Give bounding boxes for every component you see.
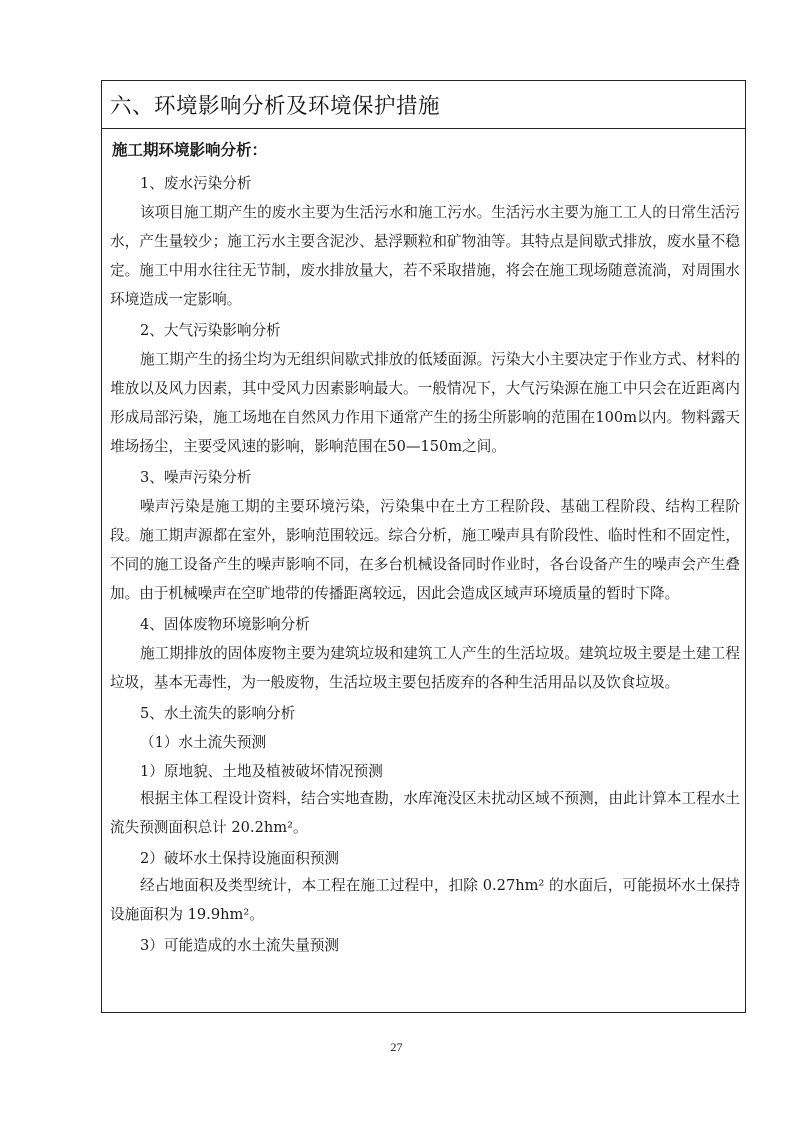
content-frame — [101, 80, 746, 1013]
paragraph-facility-damage: 经占地面积及类型统计，本工程在施工过程中，扣除 0.27hm² 的水面后，可能损坏水土保持设施面积为 19.9hm²。 — [110, 877, 740, 923]
paragraph-solid-waste: 施工期排放的固体废物主要为建筑垃圾和建筑工人产生的生活垃圾。建筑垃圾主要是土建工程垃圾，基本无毒性，为一般废物，生活垃圾主要包括废弃的各种生活用品以及饮食垃圾。 — [110, 645, 740, 691]
heading-facility-damage: 2）破坏水土保持设施面积预测 — [140, 850, 340, 867]
paragraph-air: 施工期产生的扬尘均为无组织间歇式排放的低矮面源。污染大小主要决定于作业方式、材料的堆放以及风力因素，其中受风力因素影响最大。一般情况下，大气污染源在施工中只会在近距离内形成局部污染，施工场地在自然风力作用下通常产生的扬尘所影响的范围在100m以内。物料露天堆场扬尘，主要受风速的影响，影响范围在50—150m之间。 — [110, 351, 740, 455]
heading-erosion-amount: 3）可能造成的水土流失量预测 — [140, 937, 340, 954]
subsection-title: 施工期环境影响分析： — [112, 141, 268, 159]
heading-landform-damage: 1）原地貌、土地及植被破坏情况预测 — [140, 763, 383, 780]
page-number: 27 — [390, 1040, 403, 1054]
heading-noise: 3、噪声污染分析 — [140, 469, 252, 486]
heading-soil-erosion: 5、水土流失的影响分析 — [140, 705, 296, 722]
heading-wastewater: 1、废水污染分析 — [140, 175, 252, 192]
heading-solid-waste: 4、固体废物环境影响分析 — [140, 616, 310, 633]
document-body — [102, 137, 745, 960]
heading-soil-prediction: （1）水土流失预测 — [140, 734, 267, 751]
paragraph-noise: 噪声污染是施工期的主要环境污染，污染集中在土方工程阶段、基础工程阶段、结构工程阶段。施工期声源都在室外，影响范围较远。综合分析，施工噪声具有阶段性、临时性和不固定性，不同的施工设备产生的噪声影响不同，在多台机械设备同时作业时，各台设备产生的噪声会产生叠加。由于机械噪声在空旷地带的传播距离较远，因此会造成区域声环境质量的暂时下降。 — [110, 498, 740, 602]
paragraph-wastewater: 该项目施工期产生的废水主要为生活污水和施工污水。生活污水主要为施工工人的日常生活污水，产生量较少；施工污水主要含泥沙、悬浮颗粒和矿物油等。其特点是间歇式排放，废水量不稳定。施工中用水往往无节制，废水排放量大，若不采取措施，将会在施工现场随意流淌，对周围水环境造成一定影响。 — [110, 204, 740, 308]
section-title: 六、环境影响分析及环境保护措施 — [102, 81, 745, 129]
paragraph-landform-damage: 根据主体工程设计资料，结合实地查勘，水库淹没区未扰动区域不预测，由此计算本工程水土流失预测面积总计 20.2hm²。 — [110, 790, 740, 836]
heading-air: 2、大气污染影响分析 — [140, 322, 281, 339]
